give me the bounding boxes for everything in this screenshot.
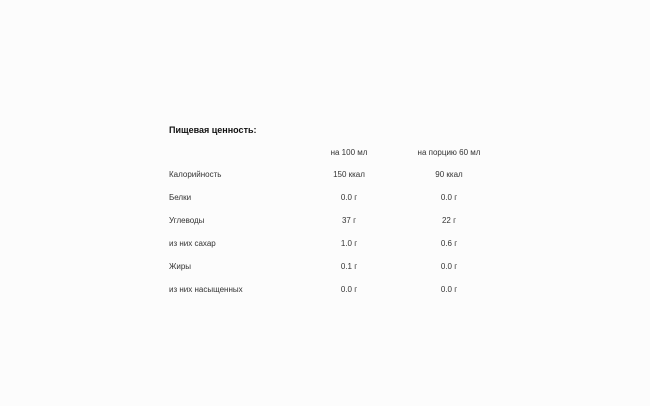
row-per-portion: 90 ккал — [435, 170, 463, 179]
row-per-portion: 22 г — [441, 216, 457, 225]
row-name: Калорийность — [169, 170, 222, 179]
nutrition-title: Пищевая ценность: — [169, 125, 257, 135]
header-label — [169, 141, 299, 163]
row-per-100: 0.0 г — [340, 193, 358, 202]
row-per-100: 0.0 г — [340, 285, 358, 294]
nutrition-header-row — [169, 141, 499, 163]
table-row — [169, 278, 499, 301]
row-per-100: 1.0 г — [340, 239, 358, 248]
row-per-portion: 0.0 г — [440, 193, 458, 202]
table-row — [169, 232, 499, 255]
row-per-100: 0.1 г — [340, 262, 358, 271]
row-per-100: 150 ккал — [333, 170, 365, 179]
row-name: из них насыщенных — [169, 285, 243, 294]
row-per-portion: 0.6 г — [440, 239, 458, 248]
table-row — [169, 255, 499, 278]
row-name: Жиры — [169, 262, 192, 271]
nutrition-facts — [169, 124, 499, 301]
row-name: Углеводы — [169, 216, 205, 225]
row-per-100: 37 г — [341, 216, 357, 225]
header-per-portion: на порцию 60 мл — [417, 147, 481, 157]
row-per-portion: 0.0 г — [440, 262, 458, 271]
table-row — [169, 209, 499, 232]
table-row — [169, 186, 499, 209]
table-row — [169, 163, 499, 186]
nutrition-table — [169, 141, 499, 301]
header-per-100: на 100 мл — [330, 147, 368, 157]
row-name: из них сахар — [169, 239, 216, 248]
row-per-portion: 0.0 г — [440, 285, 458, 294]
row-name: Белки — [169, 193, 192, 202]
